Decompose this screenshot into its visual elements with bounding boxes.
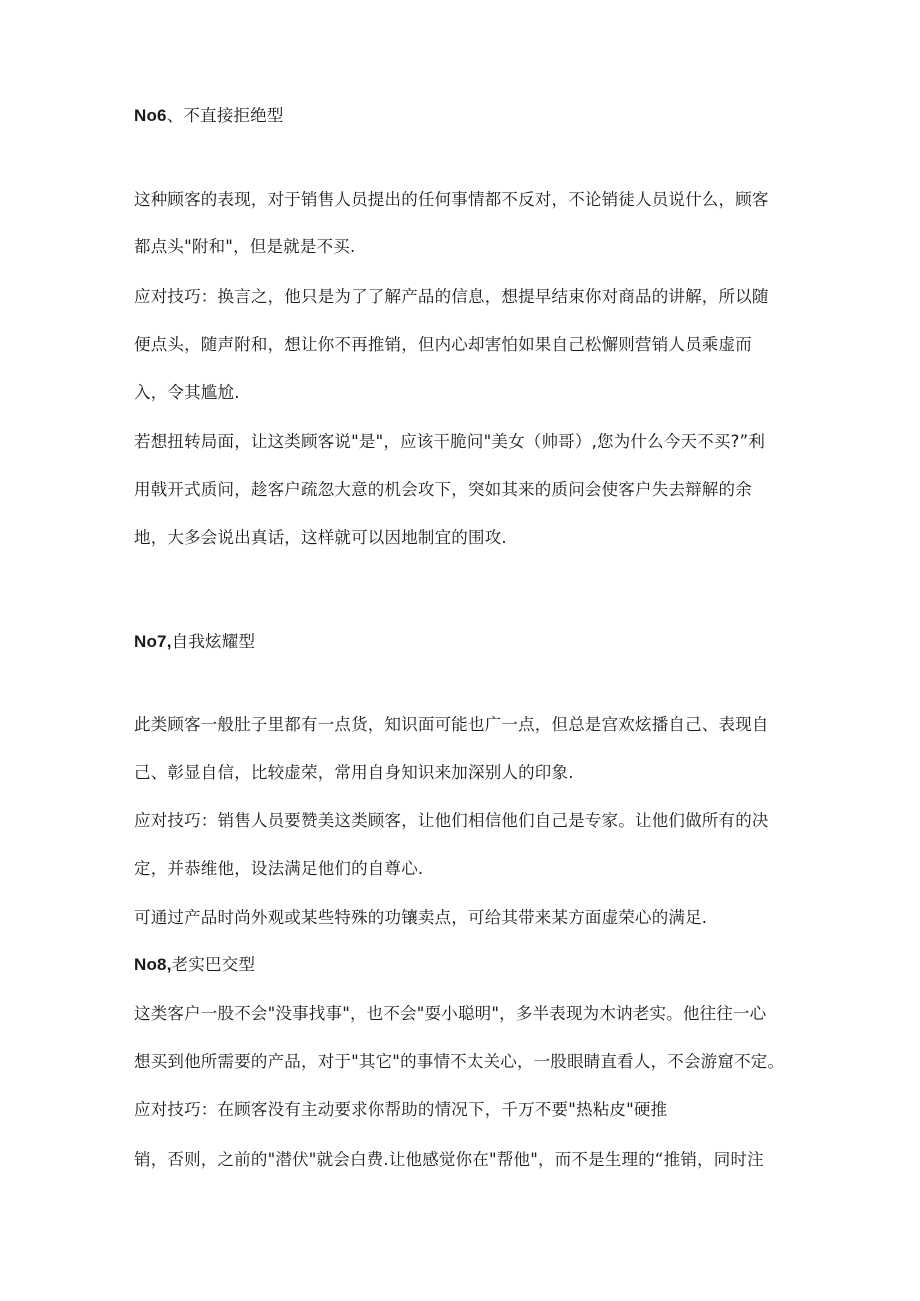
paragraph-line: 用戟开式质问，趁客户疏忽大意的机会攻下，突如其来的质问会使客户失去辩解的余 <box>134 480 752 499</box>
paragraph-line: 应对技巧：在顾客没有主动要求你帮助的情况下，千万不要"热粘皮"硬推 <box>134 1100 668 1119</box>
paragraph-line: 这类客户一股不会"没事找事"，也不会"耍小聪明"，多半表现为木讷老实。他往往一心 <box>134 1004 767 1023</box>
paragraph-line: 应对技巧：换言之，他只是为了了解产品的信息，想提早结束你对商品的讲解，所以随 <box>134 287 769 306</box>
heading-number: No6 <box>134 106 167 125</box>
paragraph-line: 便点头，随声附和，想让你不再推销，但内心却害怕如果自己松懈则营销人员乘虚而 <box>134 335 752 354</box>
paragraph-line: 己、彰显自信，比较虚荣，常用自身知识来加深别人的印象. <box>134 763 574 782</box>
paragraph-line: 入，令其尴尬. <box>134 383 240 402</box>
heading-title: 、不直接拒绝型 <box>166 106 284 125</box>
paragraph-line: 都点头"附和"，但是就是不买. <box>134 237 356 256</box>
paragraph-line: 想买到他所需要的产品，对于"其它"的事情不太关心，一股眼睛直看人，不会游窟不定。 <box>134 1052 785 1071</box>
paragraph-line: 若想扭转局面，让这类顾客说"是"，应该干脆问"美女（帅哥）,您为什么今天不买?”利 <box>134 432 766 451</box>
section-heading-no7 <box>134 630 814 654</box>
heading-number: No8, <box>134 955 172 974</box>
paragraph-line: 地，大多会说出真话，这样就可以因地制宜的围攻. <box>134 528 507 547</box>
paragraph-line: 可通过产品时尚外观或某些特殊的功镶卖点，可给其带来某方面虚荣心的满足. <box>134 908 708 927</box>
heading-title: 老实巴交型 <box>171 955 256 974</box>
paragraph-line: 此类顾客一般肚子里都有一点货，知识面可能也广一点，但总是宫欢炫播自己、表现自 <box>134 715 769 734</box>
paragraph-line: 应对技巧：销售人员要赞美这类顾客，让他们相信他们自己是专家。让他们做所有的决 <box>134 811 769 830</box>
paragraph-line: 定，并恭维他，设法满足他们的自尊心. <box>134 859 424 878</box>
section-heading-no8 <box>134 953 814 977</box>
section-heading-no6 <box>134 104 814 128</box>
heading-number: No7, <box>134 632 172 651</box>
paragraph-line: 销，否则，之前的"潜伏"就会白费.让他感觉你在"帮他"，而不是生理的“推销，同时注 <box>134 1150 764 1169</box>
paragraph-line: 这种顾客的表现，对于销售人员提出的任何事情都不反对，不论销徒人员说什么，顾客 <box>134 190 769 209</box>
heading-title: 自我炫耀型 <box>171 632 256 651</box>
